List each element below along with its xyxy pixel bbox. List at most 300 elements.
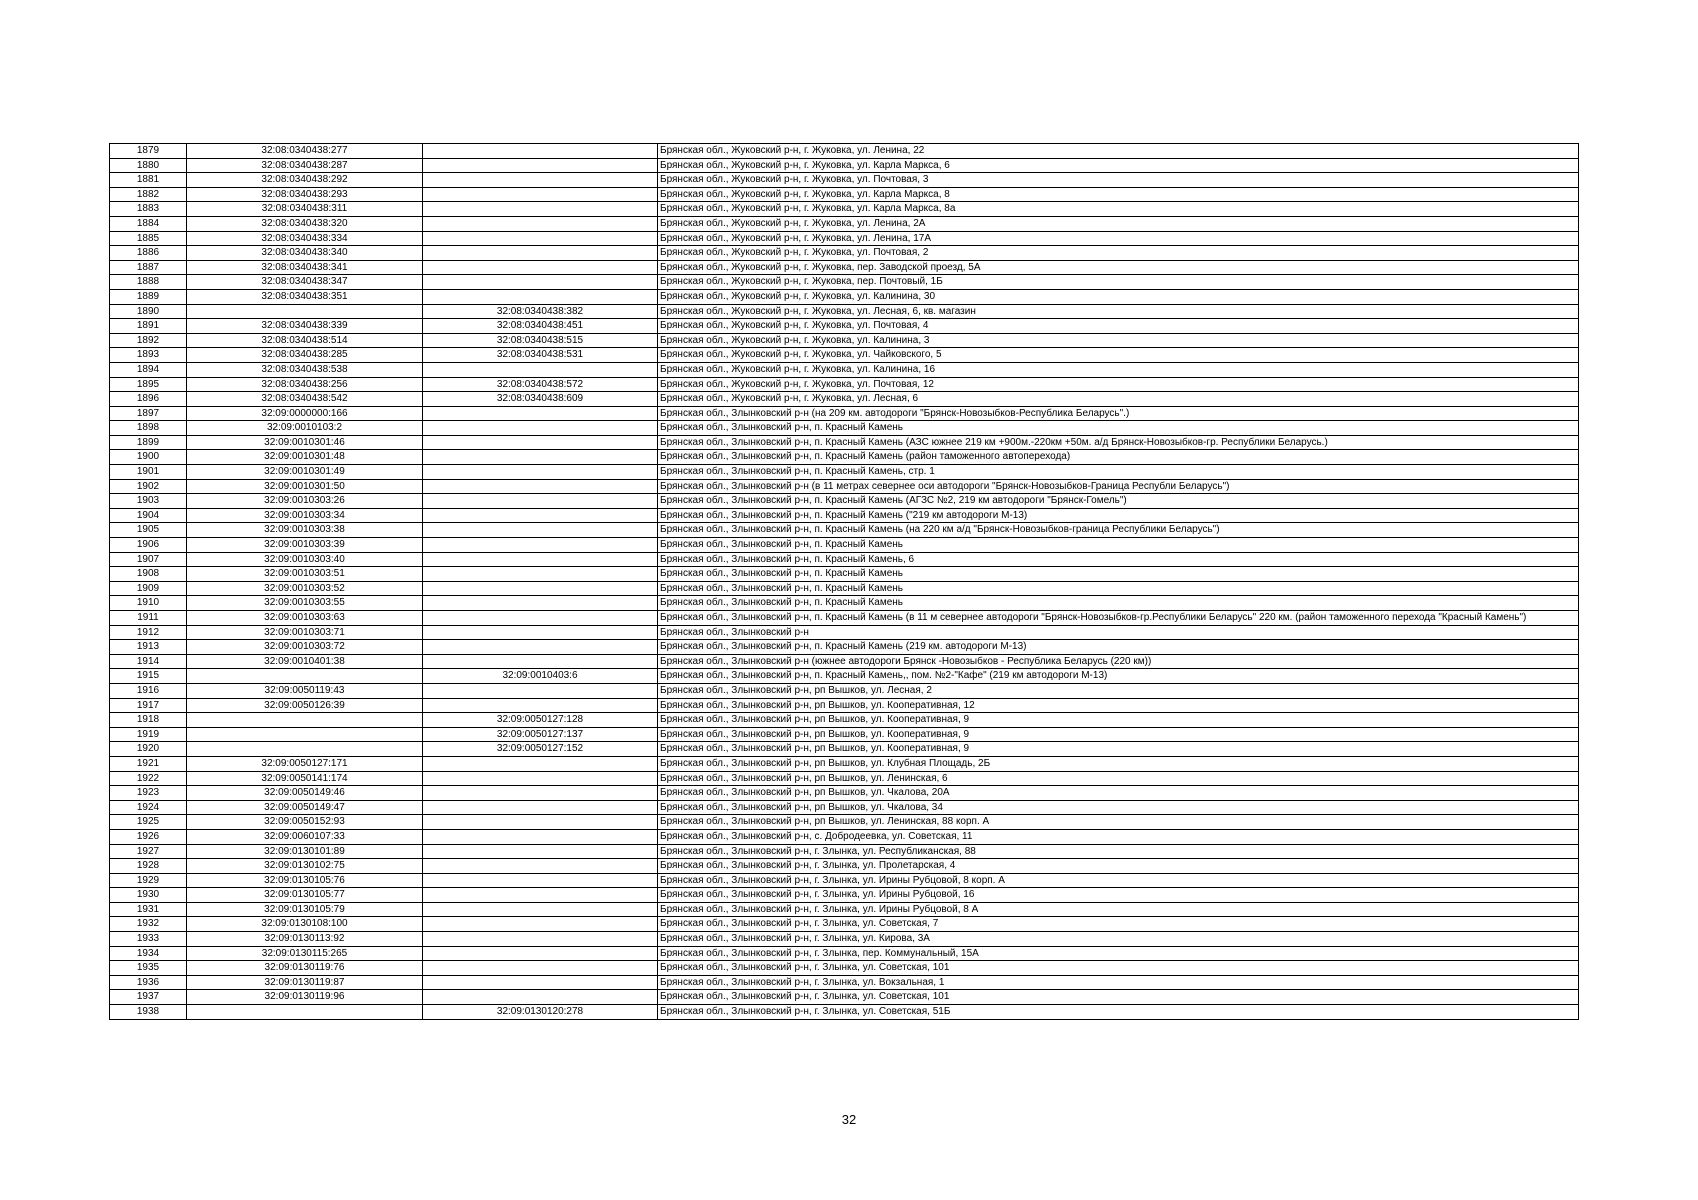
row-number-cell: 1887 <box>110 260 187 275</box>
table-row <box>110 523 1579 538</box>
cadastral-number-cell: 32:09:0050127:171 <box>187 756 423 771</box>
premises-cadastral-number-cell <box>423 990 658 1005</box>
table-row <box>110 333 1579 348</box>
address-cell: Брянская обл., Злынковский р-н, г. Злынка, ул. Кирова, 3А <box>658 932 1579 947</box>
cadastral-number-cell: 32:09:0010301:49 <box>187 465 423 480</box>
table-row <box>110 844 1579 859</box>
cadastral-number-cell: 32:08:0340438:339 <box>187 319 423 334</box>
address-cell: Брянская обл., Жуковский р-н, г. Жуковка, пер. Почтовый, 1Б <box>658 275 1579 290</box>
table-row <box>110 567 1579 582</box>
premises-cadastral-number-cell: 32:09:0050127:137 <box>423 727 658 742</box>
table-row <box>110 173 1579 188</box>
cadastral-number-cell: 32:09:0130119:76 <box>187 961 423 976</box>
cadastral-number-cell: 32:09:0010303:40 <box>187 552 423 567</box>
table-row <box>110 435 1579 450</box>
table-row <box>110 552 1579 567</box>
premises-cadastral-number-cell <box>423 640 658 655</box>
row-number-cell: 1909 <box>110 581 187 596</box>
table-row <box>110 917 1579 932</box>
address-cell: Брянская обл., Злынковский р-н, г. Злынка, ул. Советская, 101 <box>658 990 1579 1005</box>
table-row <box>110 450 1579 465</box>
row-number-cell: 1879 <box>110 144 187 159</box>
row-number-cell: 1908 <box>110 567 187 582</box>
cadastral-number-cell: 32:08:0340438:285 <box>187 348 423 363</box>
cadastral-number-cell: 32:08:0340438:538 <box>187 362 423 377</box>
table-row <box>110 216 1579 231</box>
cadastral-number-cell: 32:08:0340438:351 <box>187 289 423 304</box>
premises-cadastral-number-cell <box>423 800 658 815</box>
table-row <box>110 640 1579 655</box>
cadastral-number-cell <box>187 669 423 684</box>
premises-cadastral-number-cell <box>423 654 658 669</box>
cadastral-number-cell: 32:09:0050149:46 <box>187 786 423 801</box>
cadastral-number-cell: 32:08:0340438:334 <box>187 231 423 246</box>
row-number-cell: 1904 <box>110 508 187 523</box>
premises-cadastral-number-cell <box>423 786 658 801</box>
table-row <box>110 158 1579 173</box>
table-row <box>110 990 1579 1005</box>
address-cell: Брянская обл., Жуковский р-н, г. Жуковка, ул. Ленина, 2А <box>658 216 1579 231</box>
address-cell: Брянская обл., Злынковский р-н, п. Красный Камень <box>658 421 1579 436</box>
address-cell: Брянская обл., Злынковский р-н, п. Красный Камень (район таможенного автоперехода) <box>658 450 1579 465</box>
table-row <box>110 187 1579 202</box>
premises-cadastral-number-cell <box>423 289 658 304</box>
row-number-cell: 1938 <box>110 1005 187 1020</box>
row-number-cell: 1896 <box>110 392 187 407</box>
table-row <box>110 698 1579 713</box>
table-row <box>110 786 1579 801</box>
address-cell: Брянская обл., Злынковский р-н, г. Злынка, ул. Советская, 51Б <box>658 1005 1579 1020</box>
row-number-cell: 1893 <box>110 348 187 363</box>
cadastral-number-cell: 32:09:0130108:100 <box>187 917 423 932</box>
row-number-cell: 1886 <box>110 246 187 261</box>
row-number-cell: 1936 <box>110 975 187 990</box>
premises-cadastral-number-cell <box>423 698 658 713</box>
row-number-cell: 1890 <box>110 304 187 319</box>
cadastral-number-cell: 32:08:0340438:292 <box>187 173 423 188</box>
row-number-cell: 1934 <box>110 946 187 961</box>
address-cell: Брянская обл., Жуковский р-н, г. Жуковка, ул. Калинина, 30 <box>658 289 1579 304</box>
cadastral-number-cell: 32:08:0340438:341 <box>187 260 423 275</box>
address-cell: Брянская обл., Злынковский р-н, п. Красный Камень (219 км. автодороги М-13) <box>658 640 1579 655</box>
cadastral-number-cell <box>187 713 423 728</box>
cadastral-number-cell: 32:09:0130113:92 <box>187 932 423 947</box>
table-row <box>110 581 1579 596</box>
table-row <box>110 625 1579 640</box>
row-number-cell: 1918 <box>110 713 187 728</box>
property-register-table <box>109 143 1579 1020</box>
address-cell: Брянская обл., Злынковский р-н <box>658 625 1579 640</box>
table-row <box>110 465 1579 480</box>
cadastral-number-cell: 32:09:0010303:71 <box>187 625 423 640</box>
address-cell: Брянская обл., Злынковский р-н, п. Красный Камень,, пом. №2-"Кафе" (219 км автодороги М-13) <box>658 669 1579 684</box>
premises-cadastral-number-cell <box>423 829 658 844</box>
premises-cadastral-number-cell: 32:08:0340438:609 <box>423 392 658 407</box>
table-row <box>110 494 1579 509</box>
address-cell: Брянская обл., Злынковский р-н, г. Злынка, ул. Пролетарская, 4 <box>658 859 1579 874</box>
address-cell: Брянская обл., Жуковский р-н, г. Жуковка, ул. Калинина, 3 <box>658 333 1579 348</box>
premises-cadastral-number-cell: 32:09:0050127:128 <box>423 713 658 728</box>
cadastral-number-cell: 32:09:0130105:77 <box>187 888 423 903</box>
address-cell: Брянская обл., Злынковский р-н, п. Красный Камень <box>658 596 1579 611</box>
row-number-cell: 1898 <box>110 421 187 436</box>
cadastral-number-cell: 32:09:0010103:2 <box>187 421 423 436</box>
row-number-cell: 1902 <box>110 479 187 494</box>
address-cell: Брянская обл., Злынковский р-н, п. Красный Камень (АГЗС №2, 219 км автодороги "Брянск-Гомель") <box>658 494 1579 509</box>
address-cell: Брянская обл., Жуковский р-н, г. Жуковка, ул. Почтовая, 2 <box>658 246 1579 261</box>
row-number-cell: 1899 <box>110 435 187 450</box>
cadastral-number-cell: 32:08:0340438:340 <box>187 246 423 261</box>
address-cell: Брянская обл., Злынковский р-н, п. Красный Камень <box>658 538 1579 553</box>
premises-cadastral-number-cell <box>423 275 658 290</box>
table-row <box>110 829 1579 844</box>
cadastral-number-cell: 32:08:0340438:311 <box>187 202 423 217</box>
address-cell: Брянская обл., Жуковский р-н, г. Жуковка, ул. Почтовая, 4 <box>658 319 1579 334</box>
cadastral-number-cell: 32:09:0050141:174 <box>187 771 423 786</box>
row-number-cell: 1921 <box>110 756 187 771</box>
row-number-cell: 1915 <box>110 669 187 684</box>
table-row <box>110 406 1579 421</box>
address-cell: Брянская обл., Злынковский р-н (на 209 км. автодороги "Брянск-Новозыбков-Республика Беларусь".) <box>658 406 1579 421</box>
premises-cadastral-number-cell <box>423 538 658 553</box>
address-cell: Брянская обл., Злынковский р-н, рп Вышков, ул. Кооперативная, 9 <box>658 727 1579 742</box>
row-number-cell: 1885 <box>110 231 187 246</box>
table-row <box>110 888 1579 903</box>
table-row <box>110 538 1579 553</box>
table-row <box>110 902 1579 917</box>
premises-cadastral-number-cell <box>423 260 658 275</box>
row-number-cell: 1901 <box>110 465 187 480</box>
premises-cadastral-number-cell <box>423 246 658 261</box>
cadastral-number-cell: 32:09:0050119:43 <box>187 683 423 698</box>
premises-cadastral-number-cell <box>423 961 658 976</box>
row-number-cell: 1928 <box>110 859 187 874</box>
address-cell: Брянская обл., Злынковский р-н, рп Вышков, ул. Чкалова, 34 <box>658 800 1579 815</box>
cadastral-number-cell: 32:09:0010301:48 <box>187 450 423 465</box>
address-cell: Брянская обл., Жуковский р-н, г. Жуковка, ул. Чайковского, 5 <box>658 348 1579 363</box>
premises-cadastral-number-cell <box>423 362 658 377</box>
cadastral-number-cell: 32:08:0340438:293 <box>187 187 423 202</box>
row-number-cell: 1905 <box>110 523 187 538</box>
address-cell: Брянская обл., Злынковский р-н, рп Вышков, ул. Лесная, 2 <box>658 683 1579 698</box>
table-row <box>110 975 1579 990</box>
cadastral-number-cell: 32:08:0340438:320 <box>187 216 423 231</box>
table-row <box>110 362 1579 377</box>
address-cell: Брянская обл., Жуковский р-н, г. Жуковка, ул. Карла Маркса, 8а <box>658 202 1579 217</box>
row-number-cell: 1900 <box>110 450 187 465</box>
cadastral-number-cell: 32:09:0000000:166 <box>187 406 423 421</box>
table-row <box>110 144 1579 159</box>
cadastral-number-cell: 32:09:0010303:26 <box>187 494 423 509</box>
address-cell: Брянская обл., Злынковский р-н, рп Вышков, ул. Чкалова, 20А <box>658 786 1579 801</box>
premises-cadastral-number-cell <box>423 946 658 961</box>
address-cell: Брянская обл., Жуковский р-н, г. Жуковка, ул. Ленина, 22 <box>658 144 1579 159</box>
address-cell: Брянская обл., Злынковский р-н, г. Злынка, ул. Вокзальная, 1 <box>658 975 1579 990</box>
address-cell: Брянская обл., Злынковский р-н, п. Красный Камень, стр. 1 <box>658 465 1579 480</box>
address-cell: Брянская обл., Злынковский р-н, рп Вышков, ул. Кооперативная, 9 <box>658 713 1579 728</box>
row-number-cell: 1935 <box>110 961 187 976</box>
row-number-cell: 1911 <box>110 611 187 626</box>
cadastral-number-cell: 32:09:0010303:63 <box>187 611 423 626</box>
table-row <box>110 479 1579 494</box>
row-number-cell: 1889 <box>110 289 187 304</box>
address-cell: Брянская обл., Жуковский р-н, г. Жуковка, ул. Лесная, 6, кв. магазин <box>658 304 1579 319</box>
premises-cadastral-number-cell <box>423 450 658 465</box>
table-row <box>110 873 1579 888</box>
premises-cadastral-number-cell <box>423 421 658 436</box>
address-cell: Брянская обл., Злынковский р-н, п. Красный Камень (АЗС южнее 219 км +900м.-220км +50м. а/д Брянск-Новозыбков-гр. Республики Беларусь.) <box>658 435 1579 450</box>
table-row <box>110 771 1579 786</box>
premises-cadastral-number-cell <box>423 756 658 771</box>
row-number-cell: 1919 <box>110 727 187 742</box>
address-cell: Брянская обл., Злынковский р-н, рп Вышков, ул. Клубная Площадь, 2Б <box>658 756 1579 771</box>
table-row <box>110 932 1579 947</box>
premises-cadastral-number-cell <box>423 231 658 246</box>
address-cell: Брянская обл., Злынковский р-н (южнее автодороги Брянск -Новозыбков - Республика Беларусь (220 км)) <box>658 654 1579 669</box>
row-number-cell: 1888 <box>110 275 187 290</box>
table-row <box>110 275 1579 290</box>
address-cell: Брянская обл., Злынковский р-н, рп Вышков, ул. Кооперативная, 12 <box>658 698 1579 713</box>
cadastral-number-cell <box>187 1005 423 1020</box>
row-number-cell: 1882 <box>110 187 187 202</box>
table-row <box>110 508 1579 523</box>
row-number-cell: 1929 <box>110 873 187 888</box>
address-cell: Брянская обл., Злынковский р-н, г. Злынка, ул. Ирины Рубцовой, 8 корп. А <box>658 873 1579 888</box>
address-cell: Брянская обл., Жуковский р-н, г. Жуковка, ул. Почтовая, 3 <box>658 173 1579 188</box>
address-cell: Брянская обл., Злынковский р-н, г. Злынка, пер. Коммунальный, 15А <box>658 946 1579 961</box>
address-cell: Брянская обл., Жуковский р-н, г. Жуковка, пер. Заводской проезд, 5А <box>658 260 1579 275</box>
row-number-cell: 1927 <box>110 844 187 859</box>
cadastral-number-cell: 32:09:0050126:39 <box>187 698 423 713</box>
cadastral-number-cell <box>187 727 423 742</box>
premises-cadastral-number-cell <box>423 873 658 888</box>
address-cell: Брянская обл., Жуковский р-н, г. Жуковка, ул. Почтовая, 12 <box>658 377 1579 392</box>
table-row <box>110 859 1579 874</box>
cadastral-number-cell: 32:09:0010303:39 <box>187 538 423 553</box>
cadastral-number-cell: 32:08:0340438:347 <box>187 275 423 290</box>
row-number-cell: 1922 <box>110 771 187 786</box>
cadastral-number-cell: 32:09:0130119:87 <box>187 975 423 990</box>
row-number-cell: 1924 <box>110 800 187 815</box>
cadastral-number-cell: 32:08:0340438:277 <box>187 144 423 159</box>
address-cell: Брянская обл., Злынковский р-н, г. Злынка, ул. Советская, 7 <box>658 917 1579 932</box>
address-cell: Брянская обл., Жуковский р-н, г. Жуковка, ул. Ленина, 17А <box>658 231 1579 246</box>
premises-cadastral-number-cell: 32:08:0340438:451 <box>423 319 658 334</box>
table-row <box>110 683 1579 698</box>
address-cell: Брянская обл., Жуковский р-н, г. Жуковка, ул. Карла Маркса, 8 <box>658 187 1579 202</box>
address-cell: Брянская обл., Злынковский р-н, п. Красный Камень, 6 <box>658 552 1579 567</box>
premises-cadastral-number-cell <box>423 975 658 990</box>
row-number-cell: 1912 <box>110 625 187 640</box>
cadastral-number-cell: 32:09:0050149:47 <box>187 800 423 815</box>
cadastral-number-cell: 32:09:0010401:38 <box>187 654 423 669</box>
address-cell: Брянская обл., Злынковский р-н (в 11 метрах севернее оси автодороги "Брянск-Новозыбков-Граница Республи Беларусь") <box>658 479 1579 494</box>
row-number-cell: 1917 <box>110 698 187 713</box>
premises-cadastral-number-cell <box>423 144 658 159</box>
premises-cadastral-number-cell <box>423 216 658 231</box>
cadastral-number-cell: 32:09:0060107:33 <box>187 829 423 844</box>
premises-cadastral-number-cell <box>423 932 658 947</box>
row-number-cell: 1920 <box>110 742 187 757</box>
row-number-cell: 1903 <box>110 494 187 509</box>
table-row <box>110 289 1579 304</box>
table-row <box>110 348 1579 363</box>
cadastral-number-cell: 32:09:0010303:38 <box>187 523 423 538</box>
table-row <box>110 727 1579 742</box>
premises-cadastral-number-cell <box>423 917 658 932</box>
premises-cadastral-number-cell <box>423 158 658 173</box>
premises-cadastral-number-cell <box>423 683 658 698</box>
table-row <box>110 392 1579 407</box>
row-number-cell: 1925 <box>110 815 187 830</box>
row-number-cell: 1895 <box>110 377 187 392</box>
cadastral-number-cell: 32:09:0010303:55 <box>187 596 423 611</box>
address-cell: Брянская обл., Злынковский р-н, г. Злынка, ул. Советская, 101 <box>658 961 1579 976</box>
cadastral-number-cell: 32:08:0340438:514 <box>187 333 423 348</box>
row-number-cell: 1907 <box>110 552 187 567</box>
premises-cadastral-number-cell: 32:08:0340438:531 <box>423 348 658 363</box>
cadastral-number-cell <box>187 304 423 319</box>
premises-cadastral-number-cell <box>423 888 658 903</box>
address-cell: Брянская обл., Жуковский р-н, г. Жуковка, ул. Лесная, 6 <box>658 392 1579 407</box>
cadastral-number-cell: 32:08:0340438:256 <box>187 377 423 392</box>
premises-cadastral-number-cell: 32:08:0340438:382 <box>423 304 658 319</box>
row-number-cell: 1932 <box>110 917 187 932</box>
address-cell: Брянская обл., Злынковский р-н, п. Красный Камень <box>658 567 1579 582</box>
address-cell: Брянская обл., Злынковский р-н, г. Злынка, ул. Ирины Рубцовой, 8 А <box>658 902 1579 917</box>
table-row <box>110 202 1579 217</box>
premises-cadastral-number-cell <box>423 406 658 421</box>
row-number-cell: 1926 <box>110 829 187 844</box>
premises-cadastral-number-cell <box>423 902 658 917</box>
address-cell: Брянская обл., Злынковский р-н, рп Вышков, ул. Ленинская, 88 корп. А <box>658 815 1579 830</box>
row-number-cell: 1880 <box>110 158 187 173</box>
cadastral-number-cell: 32:09:0050152:93 <box>187 815 423 830</box>
premises-cadastral-number-cell <box>423 435 658 450</box>
premises-cadastral-number-cell: 32:09:0010403:6 <box>423 669 658 684</box>
premises-cadastral-number-cell <box>423 187 658 202</box>
premises-cadastral-number-cell <box>423 479 658 494</box>
row-number-cell: 1906 <box>110 538 187 553</box>
table-row <box>110 713 1579 728</box>
row-number-cell: 1884 <box>110 216 187 231</box>
table-row <box>110 231 1579 246</box>
cadastral-number-cell: 32:09:0010303:34 <box>187 508 423 523</box>
premises-cadastral-number-cell <box>423 771 658 786</box>
premises-cadastral-number-cell: 32:09:0130120:278 <box>423 1005 658 1020</box>
row-number-cell: 1931 <box>110 902 187 917</box>
cadastral-number-cell: 32:09:0010303:51 <box>187 567 423 582</box>
table-row <box>110 742 1579 757</box>
row-number-cell: 1914 <box>110 654 187 669</box>
premises-cadastral-number-cell: 32:08:0340438:515 <box>423 333 658 348</box>
premises-cadastral-number-cell <box>423 173 658 188</box>
address-cell: Брянская обл., Жуковский р-н, г. Жуковка, ул. Карла Маркса, 6 <box>658 158 1579 173</box>
premises-cadastral-number-cell <box>423 567 658 582</box>
table-row <box>110 961 1579 976</box>
address-cell: Брянская обл., Злынковский р-н, п. Красный Камень (на 220 км а/д "Брянск-Новозыбков-граница Республики Беларусь") <box>658 523 1579 538</box>
address-cell: Брянская обл., Злынковский р-н, с. Добродеевка, ул. Советская, 11 <box>658 829 1579 844</box>
premises-cadastral-number-cell <box>423 844 658 859</box>
premises-cadastral-number-cell <box>423 508 658 523</box>
row-number-cell: 1913 <box>110 640 187 655</box>
table-row <box>110 260 1579 275</box>
row-number-cell: 1930 <box>110 888 187 903</box>
row-number-cell: 1923 <box>110 786 187 801</box>
cadastral-number-cell: 32:09:0010303:52 <box>187 581 423 596</box>
register-table-body <box>110 144 1579 1020</box>
premises-cadastral-number-cell <box>423 611 658 626</box>
cadastral-number-cell: 32:09:0130119:96 <box>187 990 423 1005</box>
address-cell: Брянская обл., Жуковский р-н, г. Жуковка, ул. Калинина, 16 <box>658 362 1579 377</box>
cadastral-number-cell <box>187 742 423 757</box>
cadastral-number-cell: 32:09:0010303:72 <box>187 640 423 655</box>
address-cell: Брянская обл., Злынковский р-н, г. Злынка, ул. Ирины Рубцовой, 16 <box>658 888 1579 903</box>
address-cell: Брянская обл., Злынковский р-н, п. Красный Камень (в 11 м севернее автодороги "Брянск-Новозыбков-гр.Республики Беларусь" 220 км. (район таможенного перехода "Красный Камень") <box>658 611 1579 626</box>
table-row <box>110 669 1579 684</box>
row-number-cell: 1897 <box>110 406 187 421</box>
premises-cadastral-number-cell: 32:08:0340438:572 <box>423 377 658 392</box>
row-number-cell: 1933 <box>110 932 187 947</box>
cadastral-number-cell: 32:09:0130101:89 <box>187 844 423 859</box>
row-number-cell: 1881 <box>110 173 187 188</box>
row-number-cell: 1894 <box>110 362 187 377</box>
table-row <box>110 800 1579 815</box>
premises-cadastral-number-cell <box>423 202 658 217</box>
address-cell: Брянская обл., Злынковский р-н, г. Злынка, ул. Республиканская, 88 <box>658 844 1579 859</box>
table-row <box>110 1005 1579 1020</box>
table-row <box>110 654 1579 669</box>
cadastral-number-cell: 32:08:0340438:287 <box>187 158 423 173</box>
row-number-cell: 1883 <box>110 202 187 217</box>
premises-cadastral-number-cell <box>423 815 658 830</box>
premises-cadastral-number-cell <box>423 494 658 509</box>
row-number-cell: 1910 <box>110 596 187 611</box>
table-row <box>110 756 1579 771</box>
cadastral-number-cell: 32:09:0010301:50 <box>187 479 423 494</box>
address-cell: Брянская обл., Злынковский р-н, рп Вышков, ул. Кооперативная, 9 <box>658 742 1579 757</box>
row-number-cell: 1916 <box>110 683 187 698</box>
table-row <box>110 596 1579 611</box>
table-row <box>110 815 1579 830</box>
premises-cadastral-number-cell: 32:09:0050127:152 <box>423 742 658 757</box>
premises-cadastral-number-cell <box>423 596 658 611</box>
cadastral-number-cell: 32:09:0130115:265 <box>187 946 423 961</box>
cadastral-number-cell: 32:08:0340438:542 <box>187 392 423 407</box>
premises-cadastral-number-cell <box>423 581 658 596</box>
table-row <box>110 319 1579 334</box>
table-row <box>110 246 1579 261</box>
table-row <box>110 377 1579 392</box>
page-number: 32 <box>841 1112 857 1127</box>
table-row <box>110 946 1579 961</box>
premises-cadastral-number-cell <box>423 859 658 874</box>
cadastral-number-cell: 32:09:0010301:46 <box>187 435 423 450</box>
premises-cadastral-number-cell <box>423 552 658 567</box>
table-row <box>110 421 1579 436</box>
cadastral-number-cell: 32:09:0130105:79 <box>187 902 423 917</box>
row-number-cell: 1891 <box>110 319 187 334</box>
row-number-cell: 1937 <box>110 990 187 1005</box>
premises-cadastral-number-cell <box>423 625 658 640</box>
cadastral-number-cell: 32:09:0130105:76 <box>187 873 423 888</box>
table-row <box>110 611 1579 626</box>
table-row <box>110 304 1579 319</box>
address-cell: Брянская обл., Злынковский р-н, п. Красный Камень <box>658 581 1579 596</box>
premises-cadastral-number-cell <box>423 465 658 480</box>
address-cell: Брянская обл., Злынковский р-н, п. Красный Камень ("219 км автодороги М-13) <box>658 508 1579 523</box>
address-cell: Брянская обл., Злынковский р-н, рп Вышков, ул. Ленинская, 6 <box>658 771 1579 786</box>
